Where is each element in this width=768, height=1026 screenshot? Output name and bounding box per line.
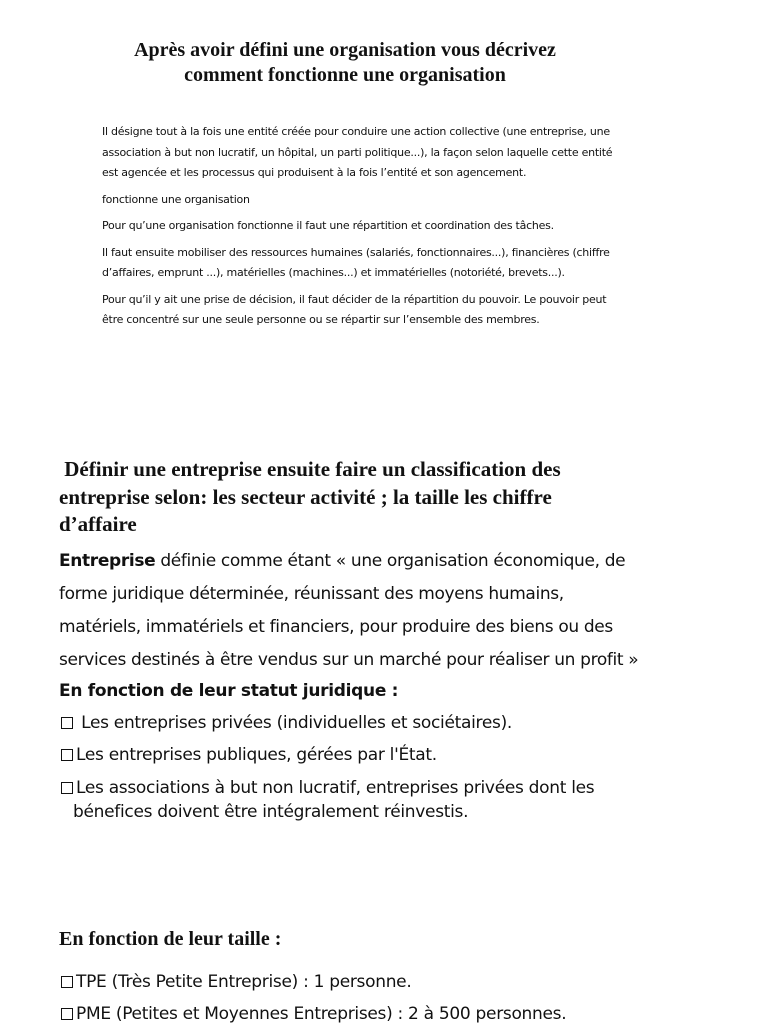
checkbox-bullet-icon (61, 976, 73, 988)
statut-item-3-continuation: bénefices doivent être intégralement réinvestis. (73, 802, 469, 822)
section1-paragraph2: Pour qu’une organisation fonctionne il faut une répartition et coordination des tâches. (102, 219, 554, 232)
checkbox-bullet-icon (61, 782, 73, 794)
section1-body (102, 122, 672, 331)
section2-title-line3: d’affaire (59, 512, 137, 536)
section1-paragraph1 (102, 122, 672, 184)
taille-item-1: TPE (Très Petite Entreprise) : 1 personne. (76, 972, 412, 992)
para3-line2: d’affaires, emprunt ...), matérielles (machines...) et immatérielles (notoriété, brevets...). (102, 266, 565, 279)
statut-item-3: Les associations à but non lucratif, entreprises privées dont les (76, 778, 595, 798)
definition-term: Entreprise (59, 551, 156, 571)
para1-line2: association à but non lucratif, un hôpital, un parti politique...), la façon selon laquelle cette entité (102, 145, 613, 159)
taille-heading: En fonction de leur taille : (59, 928, 282, 950)
definition-line1 (59, 545, 759, 578)
para4-line2: être concentré sur une seule personne ou se répartir sur l’ensemble des membres. (102, 313, 540, 326)
list-item (59, 711, 749, 735)
section1-title-line2: comment fonctionne une organisation (184, 64, 506, 86)
section1-paragraph3 (102, 243, 672, 284)
para3-line1: Il faut ensuite mobiliser des ressources humaines (salariés, fonctionnaires...), financières (chiffre (102, 245, 610, 259)
list-item (59, 776, 749, 824)
para4-line1: Pour qu’il y ait une prise de décision, il faut décider de la répartition du pouvoir. Le pouvoir peut (102, 292, 607, 306)
definition-line3: matériels, immatériels et financiers, pour produire des biens ou des (59, 617, 613, 637)
statut-item-1: Les entreprises privées (individuelles et sociétaires). (76, 713, 512, 733)
para1-line3: est agencée et les processus qui produisent à la fois l’entité et son agencement. (102, 166, 527, 179)
definition-line4: services destinés à être vendus sur un marché pour réaliser un profit » (59, 650, 639, 670)
section2-title-line1: Définir une entreprise ensuite faire un classification des (59, 457, 561, 481)
para1-line1: Il désigne tout à la fois une entité créée pour conduire une action collective (une entreprise, une (102, 125, 610, 138)
checkbox-bullet-icon (61, 749, 73, 761)
list-item (59, 970, 749, 994)
section1-title (60, 38, 630, 88)
section1-title-line1: Après avoir défini une organisation vous décrivez (134, 39, 556, 61)
section1-paragraph4 (102, 290, 672, 331)
list-item (59, 1002, 749, 1026)
taille-item-2: PME (Petites et Moyennes Entreprises) : 2 à 500 personnes. (76, 1004, 567, 1024)
definition-line1-text: définie comme étant « une organisation économique, de (155, 551, 626, 571)
section2-title (59, 456, 739, 539)
section1-subheading: fonctionne une organisation (102, 192, 250, 206)
definition-line2: forme juridique déterminée, réunissant des moyens humains, (59, 584, 564, 604)
statut-juridique-heading: En fonction de leur statut juridique : (59, 681, 399, 701)
statut-item-2: Les entreprises publiques, gérées par l'État. (76, 745, 437, 765)
entreprise-definition (59, 545, 759, 677)
list-item (59, 743, 749, 767)
checkbox-bullet-icon (61, 1008, 73, 1020)
checkbox-bullet-icon (61, 717, 73, 729)
section2-title-line2: entreprise selon: les secteur activité ; la taille les chiffre (59, 484, 552, 509)
